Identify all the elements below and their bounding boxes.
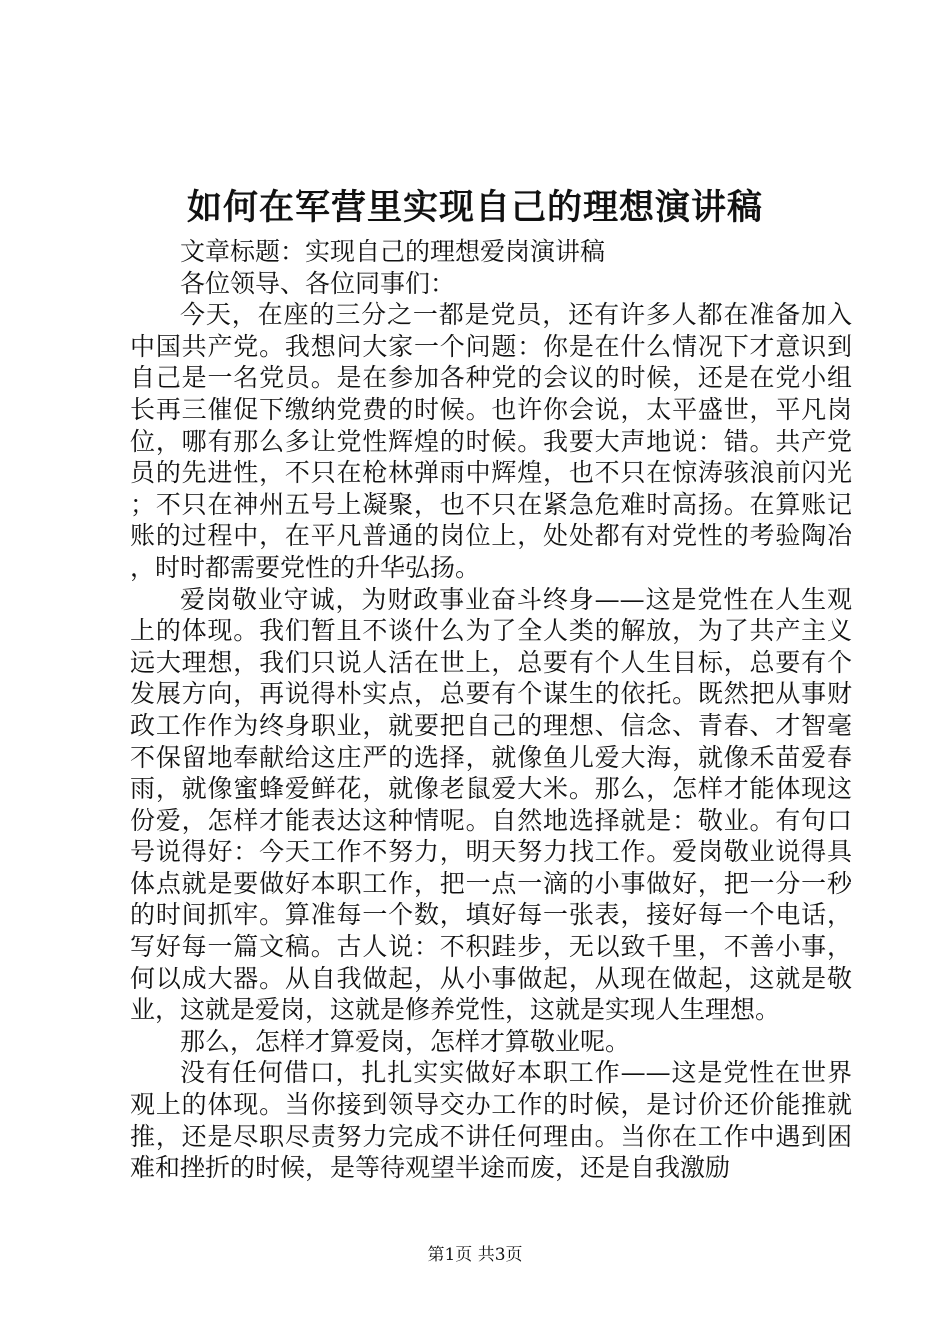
paragraph: 今天，在座的三分之一都是党员，还有许多人都在准备加入中国共产党。我想问大家一个问题：你是在什么情况下才意识到自己是一名党员。是在参加各种党的会议的时候，还是在党小组长再三催促下缴纳党费的时候。也许你会说，太平盛世，平凡岗位，哪有那么多让党性辉煌的时候。我要大声地说：错。共产党员的先进性，不只在枪林弹雨中辉煌，也不只在惊涛骇浪前闪光；不只在神州五号上凝聚，也不只在紧急危难时高扬。在算账记账的过程中，在平凡普通的岗位上，处处都有对党性的考验陶冶，时时都需要党性的升华弘扬。	[130, 300, 852, 582]
paragraph: 没有任何借口，扎扎实实做好本职工作——这是党性在世界观上的体现。当你接到领导交办工作的时候，是讨价还价能推就推，还是尽职尽责努力完成不讲任何理由。当你在工作中遇到困难和挫折的时候，是等待观望半途而废，还是自我激励	[130, 1058, 852, 1183]
page-indicator: 第1页 共3页	[427, 1245, 523, 1265]
document-title: 如何在军营里实现自己的理想演讲稿	[186, 187, 763, 228]
paragraph: 那么，怎样才算爱岗，怎样才算敬业呢。	[180, 1026, 631, 1056]
paragraph: 爱岗敬业守诚，为财政事业奋斗终身——这是党性在人生观上的体现。我们暂且不谈什么为了全人类的解放，为了共产主义远大理想，我们只说人活在世上，总要有个人生目标，总要有个发展方向，再说得朴实点，总要有个谋生的依托。既然把从事财政工作作为终身职业，就要把自己的理想、信念、青春、才智毫不保留地奉献给这庄严的选择，就像鱼儿爱大海，就像禾苗爱春雨，就像蜜蜂爱鲜花，就像老鼠爱大米。那么，怎样才能体现这份爱，怎样才能表达这种情呢。自然地选择就是：敬业。有句口号说得好：今天工作不努力，明天努力找工作。爱岗敬业说得具体点就是要做好本职工作，把一点一滴的小事做好，把一分一秒的时间抓牢。算准每一个数，填好每一张表，接好每一个电话，写好每一篇文稿。古人说：不积跬步，无以致千里，不善小事，何以成大器。从自我做起，从小事做起，从现在做起，这就是敬业，这就是爱岗，这就是修养党性，这就是实现人生理想。	[130, 584, 852, 1025]
paragraph-greeting: 各位领导、各位同事们：	[180, 268, 456, 298]
document-body	[130, 236, 852, 1184]
paragraph-article-title: 文章标题：实现自己的理想爱岗演讲稿	[180, 237, 606, 266]
